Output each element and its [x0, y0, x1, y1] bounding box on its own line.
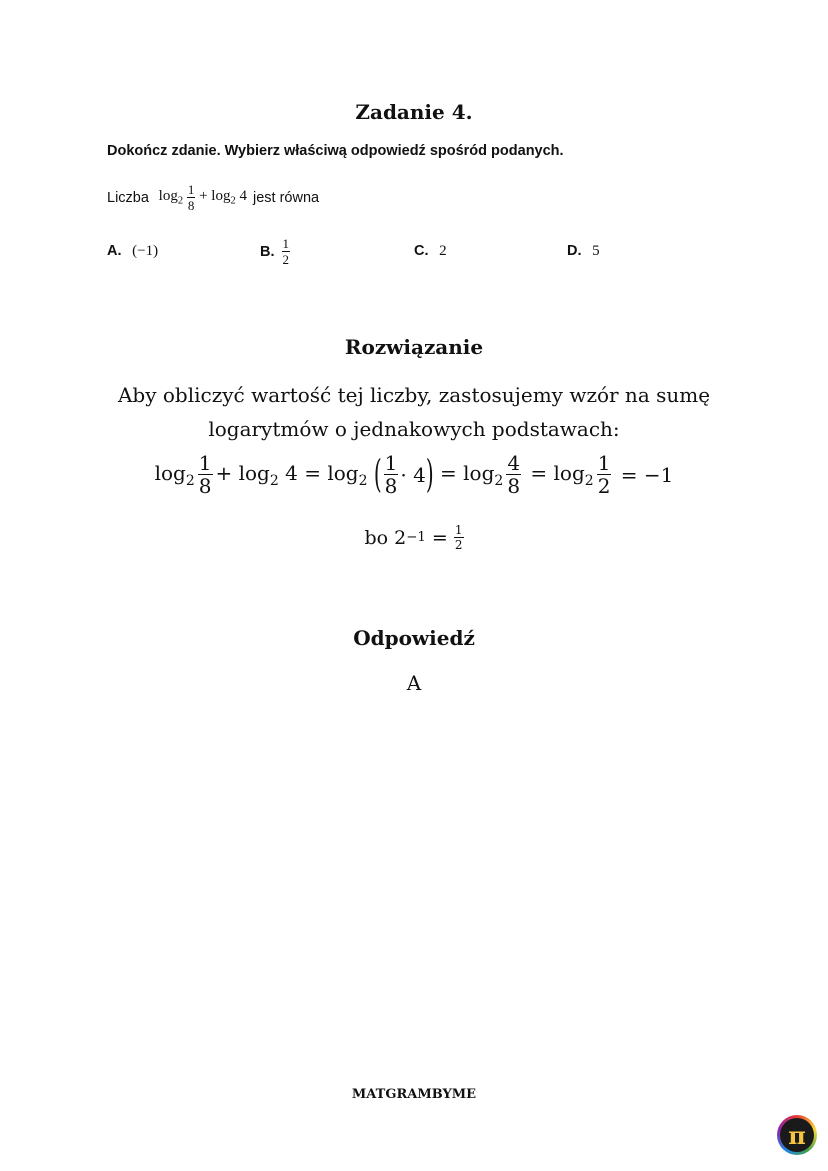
option-value: 5: [592, 243, 600, 259]
answer-heading: Odpowiedź: [353, 626, 475, 650]
footer-brand: MATGRAMBYME: [351, 1087, 477, 1102]
pi-icon: π: [780, 1118, 814, 1152]
because-text: bo: [364, 526, 389, 549]
task-question: [107, 183, 319, 212]
pi-logo: [777, 1115, 817, 1155]
option-value: 2: [439, 243, 447, 259]
option-value-fraction: $\frac{1}{2}$: [282, 236, 289, 267]
answer-value: A: [406, 671, 422, 695]
option-letter: A.: [107, 243, 122, 259]
solution-heading: Rozwiązanie: [344, 335, 484, 359]
solution-equation: $\log_2$ $\frac{1}{8}$ + $\log_2 4 = \log_2$ ( $\frac{1}{8}$ · 4 ) = $\log_2$ $\frac{4}{8}$ = $\log_2$ $\frac{1}{2}$ = −1: [154, 450, 674, 498]
solution-text-line-1: Aby obliczyć wartość tej liczby, zastosujemy wzór na sumę: [117, 383, 711, 407]
option-letter: C.: [414, 243, 429, 259]
task-instruction: Dokończ zdanie. Wybierz właściwą odpowiedź spośród podanych.: [107, 143, 564, 159]
because-line: bo 2 −1 = $\frac{1}{2}$: [364, 523, 463, 552]
solution-text: [0, 378, 828, 446]
task-heading: Zadanie 4.: [355, 100, 473, 124]
option-letter: D.: [567, 243, 582, 259]
power-exponent: −1: [406, 530, 426, 545]
option-a: [107, 243, 158, 260]
option-b: [260, 237, 290, 266]
option-d: [567, 243, 600, 260]
equation-result: −1: [643, 462, 674, 487]
option-value: (−1): [132, 243, 159, 259]
question-expression: $\log_2$ $\frac{1}{8}$ + $\log_2 4$: [154, 182, 247, 213]
question-prefix: Liczba: [107, 189, 149, 206]
option-c: [414, 243, 447, 260]
option-letter: B.: [260, 243, 275, 260]
question-suffix: jest równa: [252, 189, 320, 206]
solution-text-line-2: logarytmów o jednakowych podstawach:: [208, 417, 620, 441]
